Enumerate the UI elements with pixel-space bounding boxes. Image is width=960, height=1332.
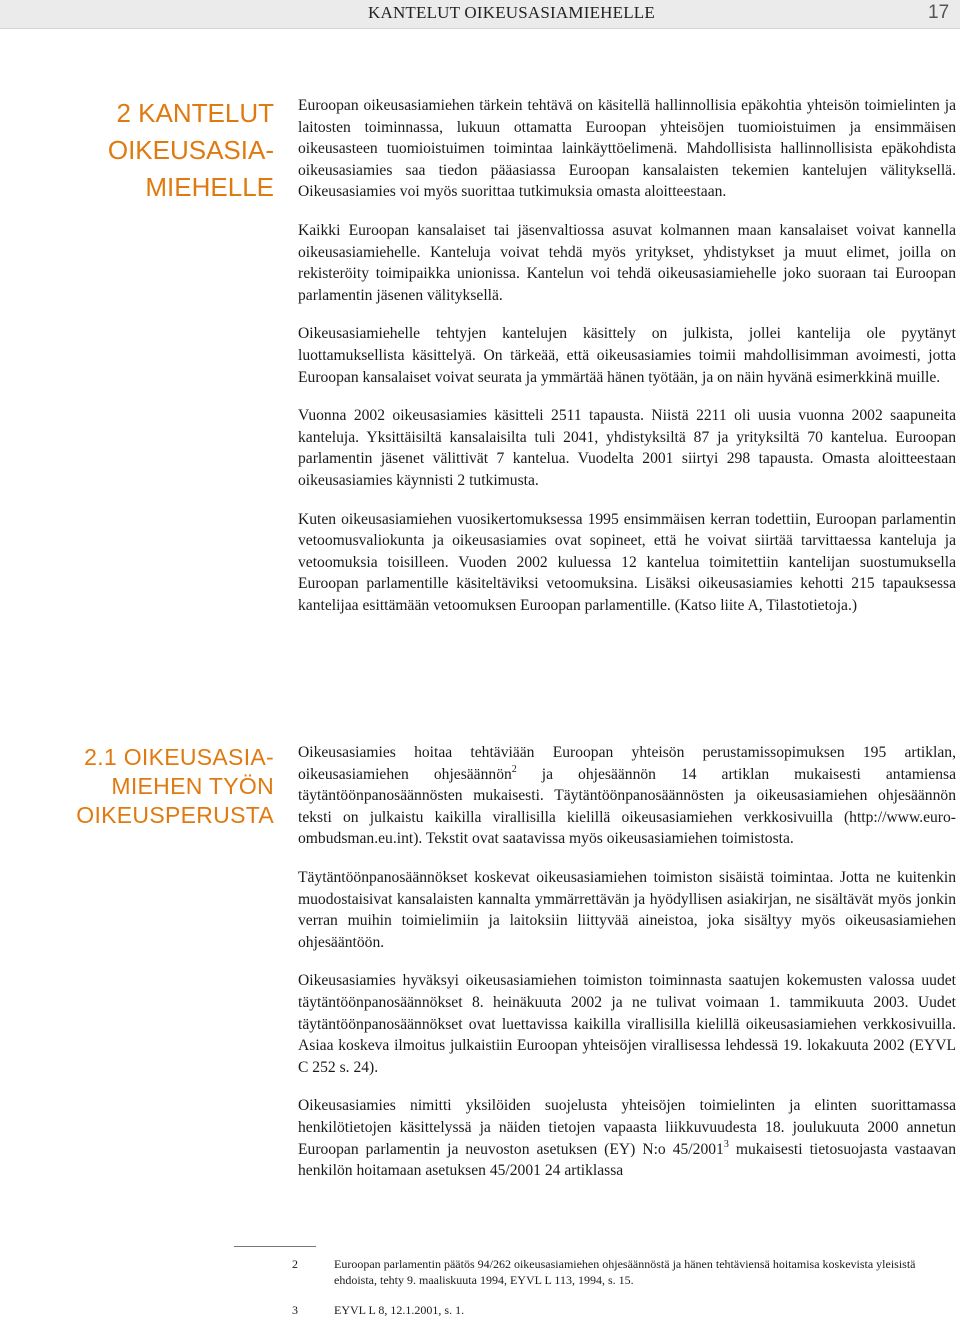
page-number: 17 <box>928 2 950 23</box>
paragraph-text: ja ohjesäännön 14 artiklan mukaisesti antamiensa täytäntöönpanosäännösten mukaisesti. Täytäntöönpanosäännösten ja oikeusasiamiehen ohjesäännön teksti on julkaistu kaikilla virallisilla kielillä oikeusasiamiehen verkkosivuilla (http://www.euro-ombudsman.eu.int). Tekstit ovat saatavissa myös oikeusasiamiehen toimistosta. <box>298 765 956 848</box>
section-heading-kantelut <box>108 95 274 206</box>
paragraph: Euroopan oikeusasiamiehen tärkein tehtävä on käsitellä hallinnollisia epäkohtia yhteisön toimielinten ja laitosten toiminnassa, lukuun ottamatta Euroopan yhteisöjen tuomioistuimen ja ensimmäisen oikeusasteen tuomioistuimen toimintaa lainkäyttöelimenä. Mahdollisista hallinnollisista epäkohdista oikeusasiamies saa tiedon pääasiassa Euroopan kansalaisten tekemien kantelujen välityksellä. Oikeusasiamies voi myös suorittaa tutkimuksia omasta aloitteestaan. <box>298 97 956 201</box>
footnote-number: 2 <box>292 1257 298 1271</box>
footnote <box>292 1256 956 1288</box>
footnote <box>292 1302 956 1318</box>
paragraph: Kuten oikeusasiamiehen vuosikertomuksessa 1995 ensimmäisen kerran todettiin, Euroopan parlamentin vetoomusvaliokunta ja oikeusasiamies ovat sopineet, että he voivat siirtää tarvittaessa kanteluja ja vetoomuksia toisilleen. Vuoden 2002 kuluessa 12 kantelua toimitettiin kantelijan suostumuksella Euroopan parlamentille käsiteltäviksi vetoomuksina. Lisäksi oikeusasiamies kehotti 215 tapauksessa kantelijaa esittämään vetoomuksen Euroopan parlamentille. (Katso liite A, Tilastotietoja.) <box>298 510 956 614</box>
heading-line: 2.1 OIKEUSASIA- <box>84 744 274 770</box>
paragraph-text: mukaisesti tietosuojasta vastaavan henkilön hoitamaan asetuksen 45/2001 24 artiklassa <box>298 1140 957 1180</box>
footnote-text: EYVL L 8, 12.1.2001, s. 1. <box>334 1303 465 1317</box>
paragraph <box>298 1095 956 1181</box>
section-body-kantelut <box>298 95 956 616</box>
heading-line: MIEHELLE <box>145 172 274 202</box>
footnote-number: 3 <box>292 1303 298 1317</box>
heading-line: OIKEUSPERUSTA <box>76 802 274 828</box>
footnote-divider <box>234 1246 316 1247</box>
footnote-ref[interactable]: 3 <box>723 1138 729 1150</box>
running-header <box>0 0 960 29</box>
paragraph: Täytäntöönpanosäännökset koskevat oikeusasiamiehen toimiston sisäistä toimintaa. Jotta ne kuitenkin muodostaisivat kansalaisten kannalta ymmärrettävän ja hyödyllisen asiakirjan, ne sisältävät myös jonkin verran muihin toimielimiin ja laitoksiin liittyvää aineistoa, joka sisältyy myös oikeusasiamiehen ohjesääntöön. <box>298 868 956 951</box>
heading-line: OIKEUSASIA- <box>107 135 274 165</box>
paragraph: Oikeusasiamiehelle tehtyjen kantelujen käsittely on julkista, jollei kantelija ole pyytänyt luottamuksellista käsittelyä. On tärkeää, että oikeusasiamies toimii mahdollisimman avoimesti, jotta Euroopan kansalaiset voivat seurata ja ymmärtää hänen työtään, ja on näin hyvänä esimerkkinä muille. <box>298 325 956 386</box>
section-body-oikeusperusta <box>298 742 956 1182</box>
paragraph: Kaikki Euroopan kansalaiset tai jäsenvaltiossa asuvat kolmannen maan kansalaiset voivat kannella oikeusasiamiehelle. Kanteluja voivat tehdä myös yritykset, yhdistykset ja muut elimet, joilla on rekisteröity toimipaikka unionissa. Kantelun voi tehdä oikeusasiamiehelle joko suoraan tai Euroopan parlamentin jäsenen välityksellä. <box>298 221 956 304</box>
running-header-title: KANTELUT OIKEUSASIAMIEHELLE <box>368 3 655 22</box>
paragraph-text: Oikeusasiamies hoitaa tehtäviään Euroopan yhteisön perustamissopimuksen 195 artiklan, oikeusasiamiehen ohjesäännön <box>298 744 956 783</box>
footnote-ref[interactable]: 2 <box>511 763 517 775</box>
section-heading-oikeusperusta <box>76 743 274 830</box>
paragraph <box>298 742 956 850</box>
paragraph-text: Oikeusasiamies nimitti yksilöiden suojelusta yhteisöjen toimielinten ja elinten suorittamassa henkilötietojen käsittelyssä ja näiden tietojen vapaasta liikkuvuudesta 18. joulukuuta 2000 annetun Euroopan parlamentin ja neuvoston asetuksen (EY) N:o 45/2001 <box>298 1097 956 1158</box>
paragraph: Vuonna 2002 oikeusasiamies käsitteli 2511 tapausta. Niistä 2211 oli uusia vuonna 2002 saapuneita kanteluja. Yksittäisiltä kansalaisilta tuli 2041, yhdistyksiltä 87 ja yrityksiltä 70 kantelua. Euroopan parlamentin jäsenet välittivät 7 kantelua. Vuodelta 2001 siirtyi 298 tapausta. Omasta aloitteestaan oikeusasiamies käynnisti 2 tutkimusta. <box>298 407 956 489</box>
footnotes <box>292 1256 956 1332</box>
heading-line: 2 KANTELUT <box>116 98 274 128</box>
paragraph: Oikeusasiamies hyväksyi oikeusasiamiehen toimiston toiminnasta saatujen kokemusten valossa uudet täytäntöönpanosäännökset 8. heinäkuuta 2002 ja ne tulivat voimaan 1. tammikuuta 2003. Uudet täytäntöönpanosäännökset ovat luettavissa kaikilla virallisilla kielillä oikeusasiamiehen verkkosivuilla. Asiaa koskeva ilmoitus julkaistiin Euroopan yhteisöjen virallisessa lehdessä 19. lokakuuta 2002 (EYVL C 252 s. 24). <box>298 972 956 1076</box>
footnote-text: Euroopan parlamentin päätös 94/262 oikeusasiamiehen ohjesäännöstä ja hänen tehtäviensä hoitamisa koskevista yleisistä ehdoista, tehty 9. maaliskuuta 1994, EYVL L 113, 1994, s. 15. <box>334 1257 916 1287</box>
heading-line: MIEHEN TYÖN <box>111 773 274 799</box>
